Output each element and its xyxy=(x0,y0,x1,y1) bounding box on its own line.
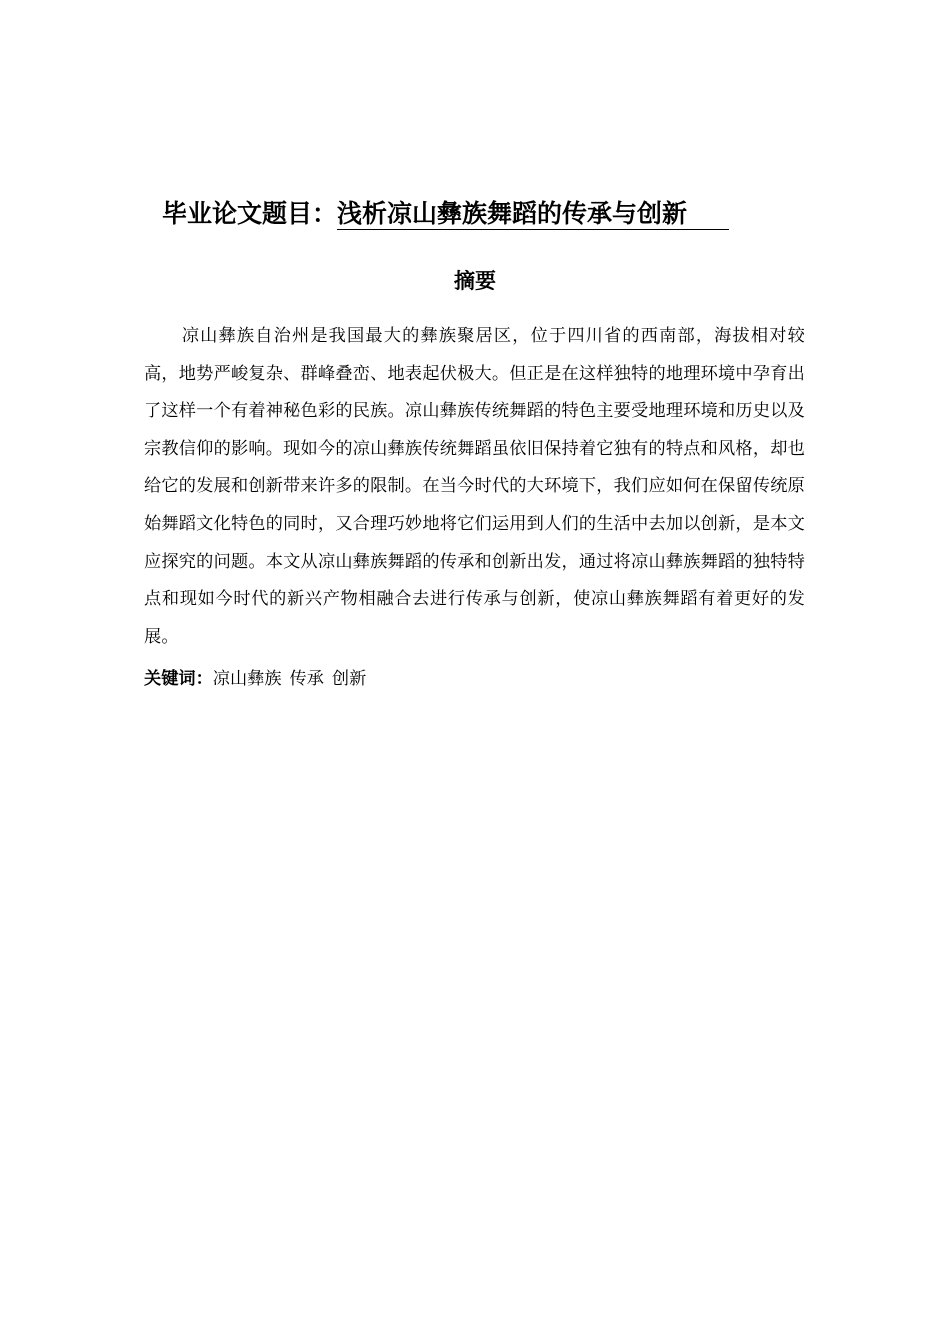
title-prefix: 毕业论文题目： xyxy=(162,199,338,228)
keyword-item: 凉山彝族 xyxy=(212,669,282,689)
abstract-heading: 摘要 xyxy=(454,269,496,293)
keyword-item: 创新 xyxy=(331,669,367,689)
thesis-title xyxy=(162,196,802,232)
abstract-body: 凉山彝族自治州是我国最大的彝族聚居区，位于四川省的西南部，海拔相对较高，地势严峻复杂、群峰叠峦、地表起伏极大。但正是在这样独特的地理环境中孕育出了这样一个有着神秘色彩的民族。凉山彝族传统舞蹈的特色主要受地理环境和历史以及宗教信仰的影响。现如今的凉山彝族传统舞蹈虽依旧保持着它独有的特点和风格，却也给它的发展和创新带来许多的限制。在当今时代的大环境下，我们应如何在保留传统原始舞蹈文化特色的同时，又合理巧妙地将它们运用到人们的生活中去加以创新，是本文应探究的问题。本文从凉山彝族舞蹈的传承和创新出发，通过将凉山彝族舞蹈的独特特点和现如今时代的新兴产物相融合去进行传承与创新，使凉山彝族舞蹈有着更好的发展。 xyxy=(144,326,805,647)
title-main: 浅析凉山彝族舞蹈的传承与创新 xyxy=(337,199,729,230)
keywords-line xyxy=(144,664,805,694)
keywords-label: 关键词： xyxy=(144,669,213,689)
keyword-item: 传承 xyxy=(289,669,324,689)
